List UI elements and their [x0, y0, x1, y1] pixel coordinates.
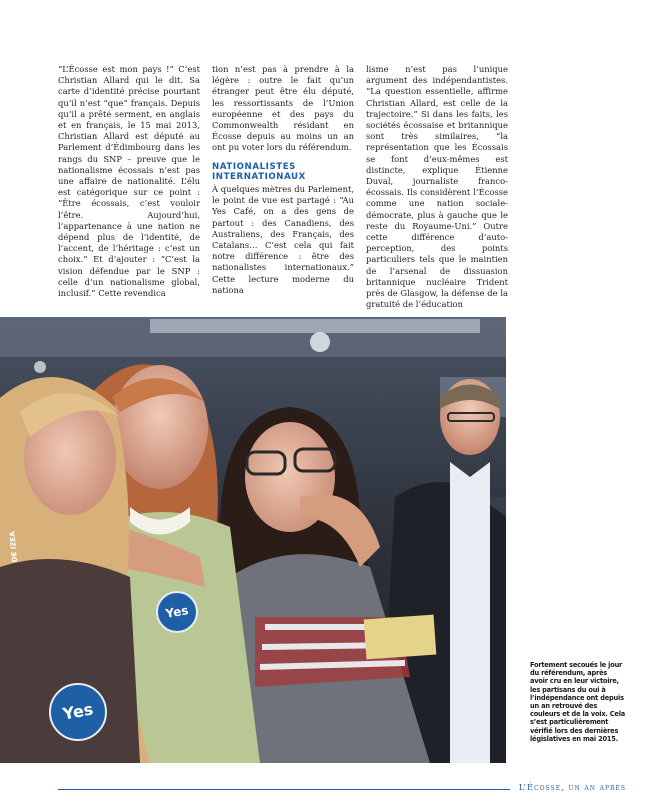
footer-rule [58, 789, 510, 790]
yes-badge-text-2: Yes [61, 699, 95, 724]
article-columns [58, 64, 508, 310]
column-2-text-a: tion n’est pas à prendre à la légère : outre le fait qu’un étranger peut être élu député, les ressortissants de l’Union européenne et des pays du Commonwealth résidant en Écosse depuis au moins un an ont pu voter lors du référendum. [212, 64, 354, 153]
running-head: L’Écosse, un an après [518, 782, 626, 792]
photo-caption: Fortement secoués le jour du référendum, après avoir cru en leur victoire, les partisans du oui à l’indépendance ont depuis un an retrouvé des couleurs et de la voix. Cela s’est particulièrement vérifié lors des dernières législatives en mai 2015. [530, 661, 626, 743]
crowd-photo [0, 317, 506, 763]
column-3-text: lisme n’est pas l’unique argument des indépendantistes. “La question essentielle, affirme Christian Allard, est celle de la trajectoire.” Si dans les faits, les sociétés écossaise et britannique sont très similaires, “la représentation que les Écossais se font d’eux-mêmes est distincte, explique Étienne Duval, journaliste franco-écossais. Ils considèrent l’Écosse comme une nation sociale-démocrate, plus à gauche que le reste du Royaume-Uni.” Outre cette différence d’auto-perception, des points particuliers tels que le maintien de l’arsenal de dissuasion britannique nucléaire Trident près de Glasgow, la défense de la gratuité de l’éducation [366, 64, 508, 310]
section-subheading: NATIONALISTES INTERNATIONAUX [212, 161, 306, 182]
article-column-1 [58, 64, 200, 300]
column-2-text-b: À quelques mètres du Parlement, le point de vue est partagé : “Au Yes Café, on a des gens de partout : des Canadiens, des Australiens, des Français, des Catalans… C’est cela qui fait notre différence : être des nationalistes internationaux.” Cette lecture moderne du nationa [212, 184, 354, 295]
wristband-text: DE IZEA [8, 531, 19, 563]
column-1-text: “L’Écosse est mon pays !” C’est Christian Allard qui le dit. Sa carte d’identité précise pourtant qu’il n’est “que” français. Depuis qu’il a prêté serment, en anglais et en français, le 15 mai 2013, Christian Allard est député au Parlement d’Édimbourg dans les rangs du SNP – preuve que le nationalisme écossais n’est pas une affaire de nationalité. L’élu est catégorique sur ce point : “Être écossais, c’est vouloir l’être. Aujourd’hui, l’appartenance à une nation ne dépend plus de l’identité, de l’accent, de l’héritage : c’est un choix.” Et d’ajouter : “C’est la vision défendue par le SNP : celle d’un nationalisme global, inclusif.” Cette revendica [58, 64, 200, 299]
article-column-3 [366, 64, 508, 310]
yes-badge-text: Yes [164, 603, 190, 621]
article-column-2 [212, 64, 354, 300]
crowd-photo-illustration [0, 317, 506, 763]
